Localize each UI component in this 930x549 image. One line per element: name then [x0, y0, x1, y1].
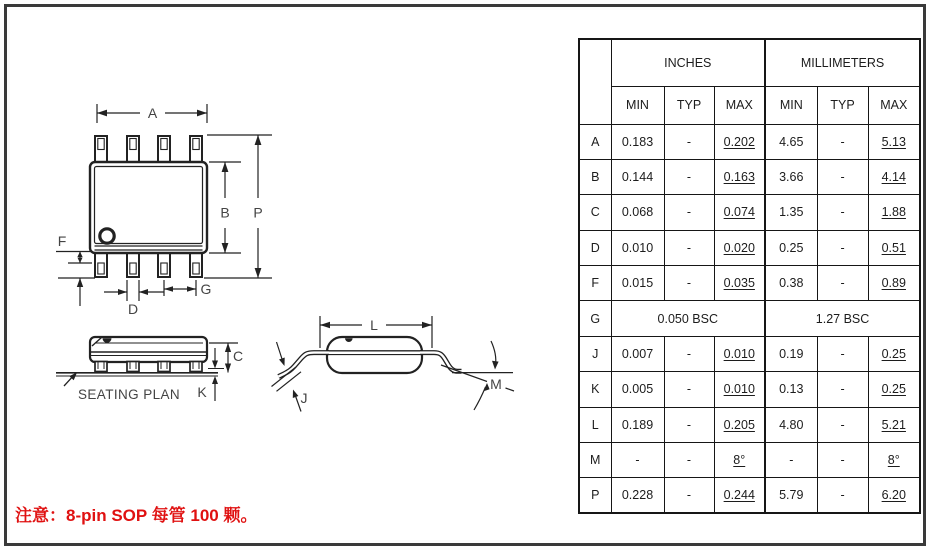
col-header: MAX — [714, 86, 765, 124]
dim-value: - — [664, 407, 714, 442]
dim-value: - — [817, 195, 868, 230]
dim-letter: A — [579, 124, 611, 159]
pin1-indicator — [100, 229, 114, 243]
front-view — [56, 337, 243, 402]
dim-value: - — [664, 478, 714, 513]
dim-value: 0.015 — [611, 266, 664, 301]
dim-value: - — [664, 124, 714, 159]
side-view — [272, 316, 515, 412]
dim-value: - — [817, 159, 868, 194]
min-typ-max-row — [579, 86, 920, 124]
dim-letter: G — [579, 301, 611, 336]
dim-value: 0.183 — [611, 124, 664, 159]
dim-label-p: P — [253, 204, 263, 221]
dim-value: - — [817, 407, 868, 442]
dim-j — [272, 342, 302, 412]
dim-value: - — [817, 230, 868, 265]
dim-value: 0.163 — [714, 159, 765, 194]
dim-value: 0.25 — [868, 372, 920, 407]
dim-g — [164, 280, 196, 296]
dim-value: 8° — [868, 443, 920, 478]
dim-value: 4.14 — [868, 159, 920, 194]
dim-label-b: B — [220, 204, 230, 221]
dim-label-m: M — [490, 376, 502, 392]
dim-label-a: A — [147, 105, 158, 121]
dim-value: 0.144 — [611, 159, 664, 194]
dim-label-f: F — [57, 233, 67, 249]
table-row — [579, 478, 920, 513]
dim-value: 0.89 — [868, 266, 920, 301]
dim-value: 0.25 — [765, 230, 817, 265]
dim-value: 0.010 — [611, 230, 664, 265]
dim-value: 8° — [714, 443, 765, 478]
dim-value: 4.65 — [765, 124, 817, 159]
dim-value: 0.050 BSC — [611, 301, 765, 336]
dim-letter: F — [579, 266, 611, 301]
dim-value: - — [817, 336, 868, 371]
table-row — [579, 407, 920, 442]
table-row — [579, 266, 920, 301]
dim-value: 0.19 — [765, 336, 817, 371]
dim-value: 5.13 — [868, 124, 920, 159]
dim-value: 0.205 — [714, 407, 765, 442]
dim-value: 1.27 BSC — [765, 301, 920, 336]
dimensions-table-body — [579, 124, 920, 513]
dim-value: 6.20 — [868, 478, 920, 513]
dim-value: - — [817, 124, 868, 159]
dim-value: - — [611, 443, 664, 478]
dim-value: 5.79 — [765, 478, 817, 513]
table-row — [579, 443, 920, 478]
dim-value: - — [817, 372, 868, 407]
table-row — [579, 195, 920, 230]
dim-value: 3.66 — [765, 159, 817, 194]
table-row — [579, 336, 920, 371]
dim-value: 5.21 — [868, 407, 920, 442]
dim-value: - — [765, 443, 817, 478]
dim-label-l: L — [370, 317, 378, 333]
col-header: TYP — [817, 86, 868, 124]
dim-value: 0.068 — [611, 195, 664, 230]
dim-value: 0.244 — [714, 478, 765, 513]
dim-m — [441, 341, 514, 410]
table-row — [579, 230, 920, 265]
dim-letter: M — [579, 443, 611, 478]
seating-plane-line — [56, 373, 218, 376]
dim-value: - — [664, 336, 714, 371]
dim-letter: J — [579, 336, 611, 371]
bottom-pins — [95, 253, 202, 278]
dim-label-c: C — [232, 348, 244, 364]
dim-value: - — [817, 266, 868, 301]
dim-value: - — [664, 266, 714, 301]
col-header: MIN — [611, 86, 664, 124]
dim-value: - — [664, 195, 714, 230]
dim-value: 0.202 — [714, 124, 765, 159]
seating-plan-label: SEATING PLAN — [78, 387, 181, 402]
dim-letter: B — [579, 159, 611, 194]
dim-value: 0.13 — [765, 372, 817, 407]
dim-value: 0.074 — [714, 195, 765, 230]
dim-value: - — [817, 478, 868, 513]
dim-value: 0.25 — [868, 336, 920, 371]
col-header: MIN — [765, 86, 817, 124]
table-row — [579, 124, 920, 159]
dim-label-j: J — [300, 390, 308, 406]
dim-value: 0.010 — [714, 372, 765, 407]
dim-label-d: D — [127, 301, 139, 317]
dim-letter: L — [579, 407, 611, 442]
dim-value: 0.51 — [868, 230, 920, 265]
dim-value: 0.189 — [611, 407, 664, 442]
table-row — [579, 159, 920, 194]
unit-header-row — [579, 39, 920, 86]
dim-k — [208, 348, 224, 401]
dim-label-k: K — [197, 384, 207, 400]
dim-value: 1.88 — [868, 195, 920, 230]
dim-value: 0.020 — [714, 230, 765, 265]
col-header: TYP — [664, 86, 714, 124]
dim-letter: D — [579, 230, 611, 265]
inches-header: INCHES — [611, 39, 765, 86]
dim-letter: P — [579, 478, 611, 513]
dimensions-table — [578, 38, 921, 514]
dim-value: 4.80 — [765, 407, 817, 442]
top-pins — [95, 136, 202, 163]
top-view — [56, 104, 272, 317]
dimensions-table-wrap — [578, 38, 920, 514]
col-header: MAX — [868, 86, 920, 124]
table-row — [579, 301, 920, 336]
dim-value: 0.010 — [714, 336, 765, 371]
dim-value: 0.035 — [714, 266, 765, 301]
corner-cell — [579, 39, 611, 124]
dim-value: 0.005 — [611, 372, 664, 407]
dim-value: 0.38 — [765, 266, 817, 301]
table-row — [579, 372, 920, 407]
dim-label-g: G — [200, 281, 212, 297]
dim-value: - — [664, 159, 714, 194]
dim-value: 1.35 — [765, 195, 817, 230]
dim-value: 0.228 — [611, 478, 664, 513]
dim-d — [104, 280, 164, 301]
millimeters-header: MILLIMETERS — [765, 39, 920, 86]
package-note: 注意：8-pin SOP 每管 100 颗。 — [15, 506, 258, 525]
dim-value: - — [664, 230, 714, 265]
dim-value: - — [817, 443, 868, 478]
dim-letter: C — [579, 195, 611, 230]
dim-value: - — [664, 443, 714, 478]
dim-value: 0.007 — [611, 336, 664, 371]
dim-letter: K — [579, 372, 611, 407]
dim-f — [56, 252, 95, 307]
dim-value: - — [664, 372, 714, 407]
